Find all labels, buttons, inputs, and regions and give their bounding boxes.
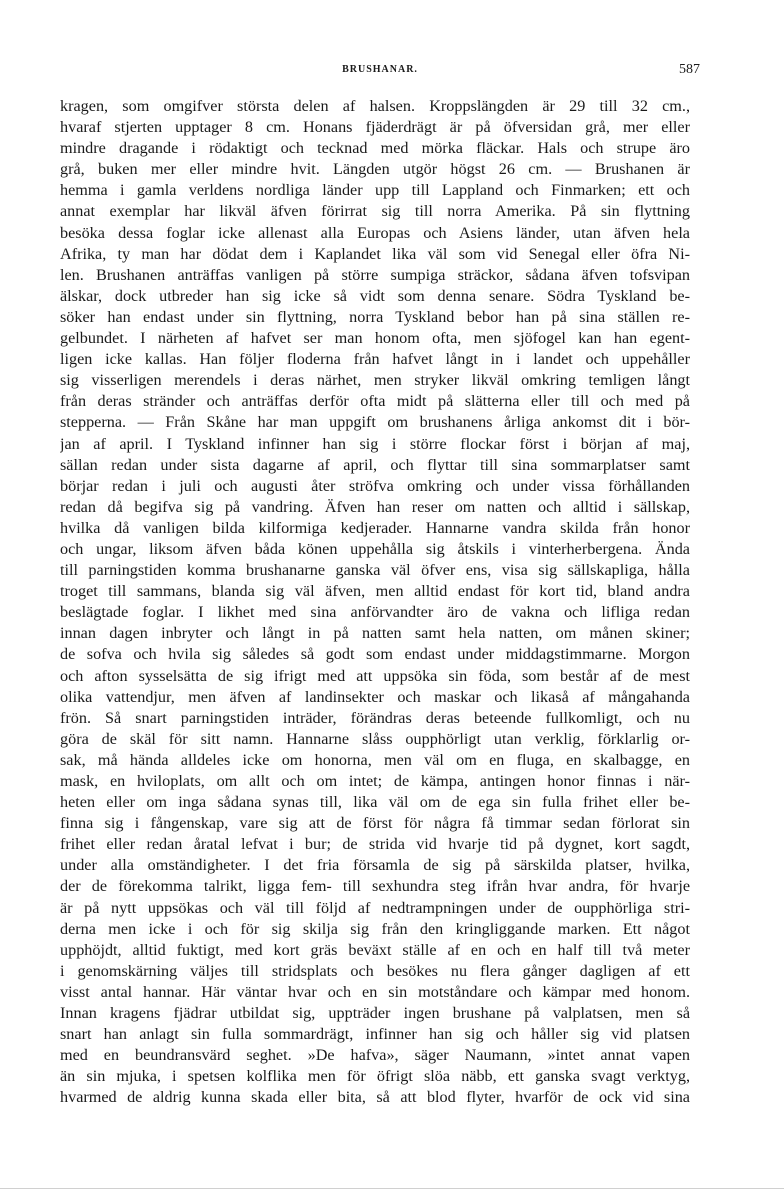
- text-line: i genomskärning väljes till stridsplats och besökes nu flera gånger dagligen af ett: [60, 961, 690, 980]
- text-line: snart han anlagt sin fulla sommardrägt, infinner han sig och håller sig vid platsen: [60, 1025, 690, 1044]
- page-bottom-edge: [0, 1188, 784, 1189]
- text-line: stepperna. — Från Skåne har man uppgift om brushanens årliga ankomst dit i bör-: [60, 413, 690, 432]
- text-line: kragen, som omgifver största delen af halsen. Kroppslängden är 29 till 32 cm.,: [60, 97, 690, 115]
- text-line: sak, må hända alldeles icke om honorna, men väl om en fluga, en skalbagge, en: [60, 750, 690, 769]
- text-line: Afrika, ty man har dödat dem i Kaplandet lika väl som vid Senegal eller öfra Ni-: [60, 244, 690, 263]
- text-line: derna men icke i och för sig skilja sig från den kringliggande marken. Ett något: [60, 919, 690, 938]
- text-line: besöka dessa foglar icke allenast alla Europas och Asiens länder, utan äfven hela: [60, 223, 690, 242]
- text-line: börjar redan i juli och augusti åter ströfva omkring och under vissa förhållanden: [60, 476, 690, 495]
- text-line: göra de skäl för sitt namn. Hannarne slåss oupphörligt utan verklig, förklarlig or-: [60, 729, 690, 748]
- text-line: frön. Så snart parningstiden inträder, förändras deras beteende fullkomligt, och nu: [60, 708, 690, 727]
- text-line: frihet eller redan åratal lefvat i bur; de strida vid hvarje tid på dygnet, kort sagdt,: [60, 835, 690, 854]
- text-line: heten eller om inga sådana synas till, lika väl om de ega sin fulla frihet eller be-: [60, 793, 690, 812]
- text-line: jan af april. I Tyskland infinner han sig i större flockar först i början af maj,: [60, 434, 690, 453]
- text-line: till parningstiden komma brushanarne ganska väl öfver ens, visa sig sällskapliga, hålla: [60, 561, 690, 580]
- text-line: upphöjdt, alltid fuktigt, med kort gräs beväxt ställe af en och en half till två meter: [60, 940, 690, 959]
- text-line: från deras stränder och anträffas derför ofta midt på slätterna eller till och med på: [60, 392, 690, 411]
- text-line: gelbundet. I närheten af hafvet ser man honom ofta, men sjöfogel kan han egent-: [60, 329, 690, 348]
- text-line: med en beundransvärd seghet. »De hafva», säger Naumann, »intet annat vapen: [60, 1046, 690, 1065]
- text-line: mindre dragande i rödaktigt och tecknad med mörka fläckar. Hals och strupe äro: [60, 139, 690, 158]
- body-text: [60, 96, 690, 1109]
- text-line: älskar, dock utbreder han sig icke så vidt som denna senare. Södra Tyskland be-: [60, 286, 690, 305]
- text-line: hvaraf stjerten upptager 8 cm. Honans fjäderdrägt är på öfversidan grå, mer eller: [60, 118, 690, 137]
- text-line: beslägtade foglar. I likhet med sina anförvandter äro de vakna och lifliga redan: [60, 603, 690, 622]
- text-line: Innan kragens fjädrar utbildat sig, uppträder ingen brushane på valplatsen, men så: [60, 1004, 690, 1023]
- page-number: 587: [679, 62, 700, 77]
- text-line: än sin mjuka, i spetsen kolflika men för öfrigt slöa näbb, ett ganska svagt verktyg,: [60, 1067, 690, 1086]
- text-line: och ungar, liksom äfven båda könen uppehålla sig åtskils i vinterherbergena. Ända: [60, 539, 690, 558]
- text-line: sällan redan under sista dagarne af april, och flyttar till sina sommarplatser samt: [60, 455, 690, 474]
- text-line: grå, buken mer eller mindre hvit. Längden utgör högst 26 cm. — Brushanen är: [60, 160, 690, 179]
- text-line: hvilka då vanligen bilda kilformiga kedjerader. Hannarne vandra skilda från honor: [60, 518, 690, 537]
- text-line: der de förekomma talrikt, ligga fem- till sexhundra steg ifrån hvar andra, för hvarje: [60, 877, 690, 896]
- page-header: [60, 64, 700, 84]
- text-line: sig visserligen merendels i deras närhet, men stryker likväl omkring temligen långt: [60, 371, 690, 390]
- text-line: och afton sysselsätta de sig ifrigt med att uppsöka sin föda, som består af de mest: [60, 666, 690, 685]
- text-line: hemma i gamla verldens nordliga länder upp till Lappland och Finmarken; ett och: [60, 181, 690, 200]
- text-line: olika vattendjur, men äfven af landinsekter och maskar och likaså af mångahanda: [60, 687, 690, 706]
- text-line: redan då begifva sig på vandring. Äfven han reser om natten och alltid i sällskap,: [60, 497, 690, 516]
- text-line: ligen icke kallas. Han följer floderna från hafvet långt in i landet och uppehåller: [60, 350, 690, 369]
- text-line: mask, en hviloplats, om allt och om intet; de kämpa, antingen honor finnas i när-: [60, 772, 690, 790]
- text-line: len. Brushanen anträffas vanligen på större sumpiga sträckor, sådana äfven tofsvipan: [60, 265, 690, 284]
- running-head: BRUSHANAR.: [342, 64, 418, 75]
- text-line: finna sig i fångenskap, vare sig att de först för några få timmar sedan förlorat sin: [60, 814, 690, 833]
- text-line: troget till sammans, blanda sig väl äfven, men alltid endast för kort tid, bland andra: [60, 582, 690, 601]
- text-line: de sofva och hvila sig således så godt som endast under middagstimmarne. Morgon: [60, 645, 690, 664]
- text-line: söker han endast under sin flyttning, norra Tyskland bebor han på sina ställen re-: [60, 307, 690, 326]
- text-line: visst antal hannar. Här väntar hvar och en sin motståndare och kämpar med honom.: [60, 982, 690, 1001]
- text-line: innan dagen inbryter och långt in på natten samt hela natten, om månen skiner;: [60, 624, 690, 643]
- text-line: annat exemplar har likväl äfven förirrat sig till norra Amerika. På sin flyttning: [60, 202, 690, 221]
- text-line: under alla omständigheter. I det fria församla de sig på särskilda platser, hvilka,: [60, 856, 690, 875]
- text-line: är på nytt uppsökas och väl till följd af nedtrampningen under de oupphörliga stri-: [60, 898, 690, 917]
- text-line: hvarmed de aldrig kunna skada eller bita, så att blod flyter, hvarför de ock vid sina: [60, 1088, 690, 1107]
